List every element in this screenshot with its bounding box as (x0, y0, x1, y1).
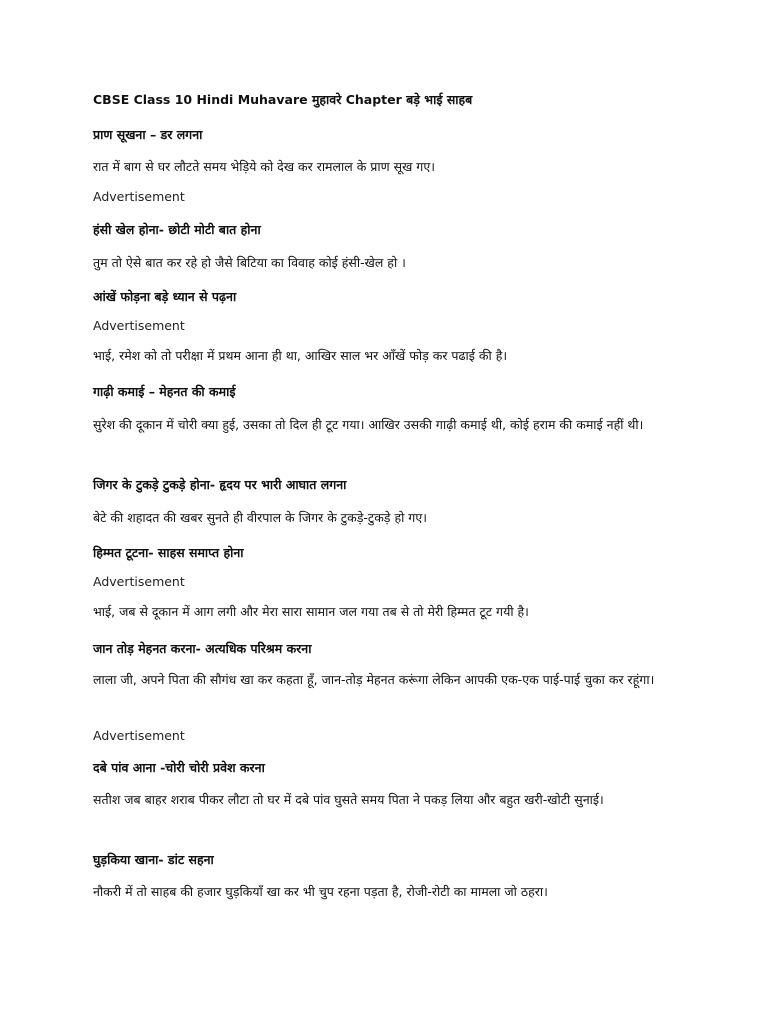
advertisement-label-4: Advertisement (93, 728, 185, 743)
idiom-heading-9: घुड़किया खाना- डांट सहना (93, 852, 214, 867)
document-title: CBSE Class 10 Hindi Muhavare मुहावरे Chapter बड़े भाई साहब (93, 92, 473, 107)
idiom-heading-7: जान तोड़ मेहनत करना- अत्यधिक परिश्रम करना (93, 641, 312, 656)
idiom-example-2: तुम तो ऐसे बात कर रहे हो जैसे बिटिया का विवाह कोई हंसी-खेल हो । (93, 255, 406, 270)
idiom-heading-8: दबे पांव आना -चोरी चोरी प्रवेश करना (93, 760, 265, 775)
idiom-heading-2: हंसी खेल होना- छोटी मोटी बात होना (93, 222, 261, 237)
idiom-example-9: नौकरी में तो साहब की हजार घुड़कियाँ खा कर भी चुप रहना पड़ता है, रोजी-रोटी का मामला जो ठहरा। (93, 884, 548, 899)
advertisement-label-3: Advertisement (93, 574, 185, 589)
idiom-heading-5: जिगर के टुकड़े टुकड़े होना- हृदय पर भारी आघात लगना (93, 477, 347, 492)
advertisement-label-2: Advertisement (93, 318, 185, 333)
idiom-heading-4: गाढ़ी कमाई – मेहनत की कमाई (93, 384, 236, 399)
idiom-example-5: बेटे की शहादत की खबर सुनते ही वीरपाल के जिगर के टुकड़े-टुकड़े हो गए। (93, 510, 427, 525)
idiom-heading-6: हिम्मत टूटना- साहस समाप्त होना (93, 545, 244, 560)
idiom-example-7: लाला जी, अपने पिता की सौगंध खा कर कहता हूँ, जान-तोड़ मेहनत करूंगा लेकिन आपकी एक-एक पाई-पाई चुका कर रहूंगा। (93, 672, 655, 687)
idiom-heading-1: प्राण सूखना – डर लगना (93, 127, 203, 142)
idiom-example-3: भाई, रमेश को तो परीक्षा में प्रथम आना ही था, आखिर साल भर आँखें फोड़ कर पढाई की है। (93, 348, 508, 363)
advertisement-label-1: Advertisement (93, 189, 185, 204)
idiom-example-4: सुरेश की दूकान में चोरी क्या हुई, उसका तो दिल ही टूट गया। आखिर उसकी गाढ़ी कमाई थी, कोई हराम की कमाई नहीं थी। (93, 417, 644, 432)
idiom-example-8: सतीश जब बाहर शराब पीकर लौटा तो घर में दबे पांव घुसते समय पिता ने पकड़ लिया और बहुत खरी-खोटी सुनाई। (93, 792, 604, 807)
idiom-heading-3: आंखें फोड़ना बड़े ध्यान से पढ़ना (93, 289, 237, 304)
idiom-example-6: भाई, जब से दूकान में आग लगी और मेरा सारा सामान जल गया तब से तो मेरी हिम्मत टूट गयी है। (93, 604, 529, 619)
idiom-example-1: रात में बाग से घर लौटते समय भेड़िये को देख कर रामलाल के प्राण सूख गए। (93, 159, 435, 174)
